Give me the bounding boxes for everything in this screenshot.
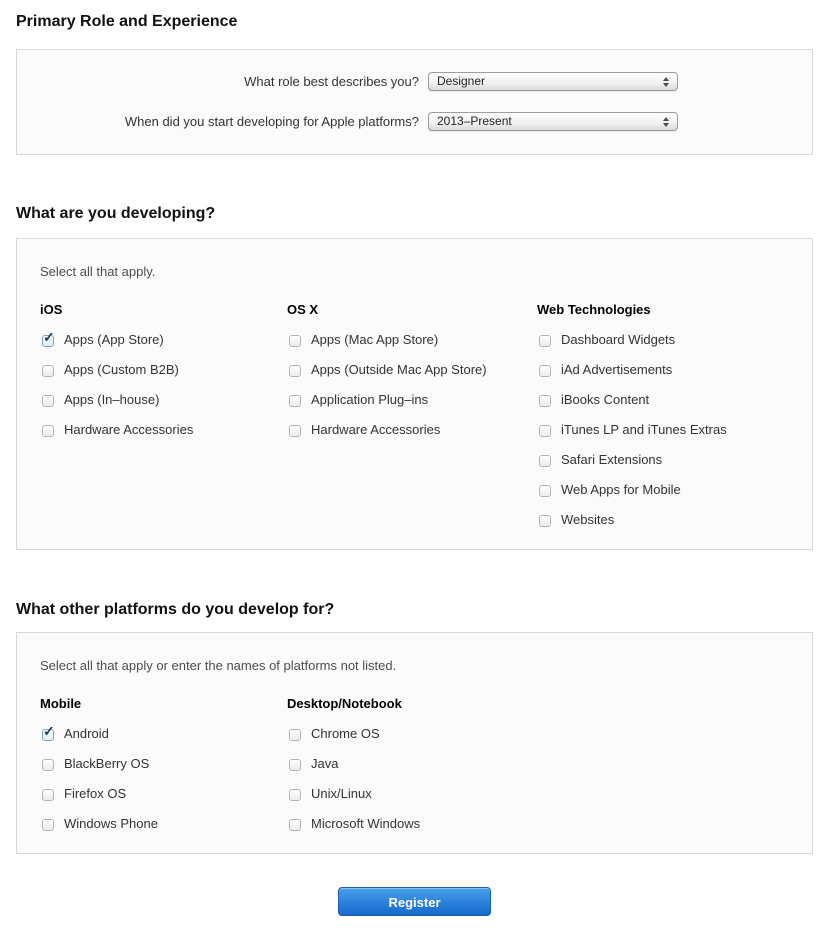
checkbox[interactable]: [289, 759, 301, 771]
checkbox-label: Hardware Accessories: [64, 422, 194, 437]
checkbox-row-hardware-accessories-osx[interactable]: [287, 421, 537, 439]
checkbox[interactable]: [289, 819, 301, 831]
checkbox-label: Java: [311, 756, 339, 771]
checkbox-label: Apps (App Store): [64, 332, 164, 347]
checkbox[interactable]: [289, 729, 301, 741]
checkbox-label: Web Apps for Mobile: [561, 482, 681, 497]
checkbox-row-ibooks-content[interactable]: [537, 391, 727, 409]
column-mobile: [40, 695, 287, 833]
platforms-instruction: Select all that apply or enter the names of platforms not listed.: [40, 658, 397, 673]
checkbox-label: Unix/Linux: [311, 786, 372, 801]
column-title-desktop-notebook: Desktop/Notebook: [287, 696, 402, 711]
checkbox[interactable]: [289, 365, 301, 377]
role-select[interactable]: [428, 72, 678, 91]
checkbox-row-windows-phone[interactable]: [40, 815, 287, 833]
column-title-osx: OS X: [287, 302, 319, 317]
checkbox-row-application-plug-ins[interactable]: [287, 391, 537, 409]
checkbox[interactable]: [539, 365, 551, 377]
checkbox-row-apps-app-store[interactable]: [40, 331, 287, 349]
role-select-value: Designer: [437, 74, 486, 88]
checkbox-label: Apps (Outside Mac App Store): [311, 362, 487, 377]
checkbox-label: Chrome OS: [311, 726, 380, 741]
checkbox[interactable]: [42, 729, 54, 741]
column-desktop-notebook: [287, 695, 420, 833]
checkbox[interactable]: [539, 395, 551, 407]
checkbox[interactable]: [289, 789, 301, 801]
checkbox-row-hardware-accessories-ios[interactable]: [40, 421, 287, 439]
checkbox-label: Apps (In–house): [64, 392, 160, 407]
checkbox-label: Application Plug–ins: [311, 392, 429, 407]
checkbox-label: Windows Phone: [64, 816, 158, 831]
checkbox-row-safari-extensions[interactable]: [537, 451, 727, 469]
developing-instruction: Select all that apply.: [40, 264, 156, 279]
checkbox-row-apps-outside-mac-app-store[interactable]: [287, 361, 537, 379]
checkbox[interactable]: [42, 335, 54, 347]
column-osx: [287, 301, 537, 439]
checkbox[interactable]: [539, 485, 551, 497]
checkbox[interactable]: [539, 515, 551, 527]
developing-panel: [16, 238, 813, 550]
checkbox-label: Microsoft Windows: [311, 816, 421, 831]
stepper-icon: [663, 77, 669, 87]
register-button-container: [16, 887, 813, 916]
start-year-field-label: When did you start developing for Apple platforms?: [124, 114, 419, 129]
checkbox-label: Apps (Custom B2B): [64, 362, 179, 377]
checkbox[interactable]: [289, 425, 301, 437]
checkbox-row-dashboard-widgets[interactable]: [537, 331, 727, 349]
developing-columns: [40, 301, 789, 529]
checkmark-icon: [43, 330, 55, 344]
section-heading-role: Primary Role and Experience: [16, 13, 238, 30]
start-year-select[interactable]: [428, 112, 678, 131]
checkbox-row-java[interactable]: [287, 755, 420, 773]
column-title-ios: iOS: [40, 302, 63, 317]
checkbox[interactable]: [539, 335, 551, 347]
checkbox-row-chrome-os[interactable]: [287, 725, 420, 743]
checkbox-label: Safari Extensions: [561, 452, 663, 467]
checkbox-row-apps-mac-app-store[interactable]: [287, 331, 537, 349]
column-title-mobile: Mobile: [40, 696, 82, 711]
checkbox[interactable]: [42, 789, 54, 801]
checkbox[interactable]: [42, 759, 54, 771]
platforms-columns: [40, 695, 789, 833]
checkbox[interactable]: [42, 365, 54, 377]
register-button[interactable]: Register: [338, 887, 491, 916]
checkbox-row-firefox-os[interactable]: [40, 785, 287, 803]
checkbox-label: Android: [64, 726, 109, 741]
field-row-role: [17, 72, 812, 91]
checkbox[interactable]: [289, 335, 301, 347]
checkbox-label: Firefox OS: [64, 786, 127, 801]
column-ios: [40, 301, 287, 439]
checkbox-row-itunes-lp-extras[interactable]: [537, 421, 727, 439]
checkbox-label: Hardware Accessories: [311, 422, 441, 437]
checkbox-row-unix-linux[interactable]: [287, 785, 420, 803]
section-heading-developing: What are you developing?: [16, 205, 216, 222]
checkbox-label: Dashboard Widgets: [561, 332, 676, 347]
section-heading-platforms: What other platforms do you develop for?: [16, 601, 335, 618]
checkbox-label: iAd Advertisements: [561, 362, 673, 377]
checkbox-label: iTunes LP and iTunes Extras: [561, 422, 727, 437]
checkbox-row-microsoft-windows[interactable]: [287, 815, 420, 833]
survey-form: [0, 12, 829, 916]
checkbox[interactable]: [42, 395, 54, 407]
checkbox[interactable]: [289, 395, 301, 407]
platforms-panel: [16, 632, 813, 854]
checkbox-label: iBooks Content: [561, 392, 650, 407]
checkbox[interactable]: [539, 455, 551, 467]
field-row-start-year: [17, 112, 812, 131]
checkbox-row-websites[interactable]: [537, 511, 727, 529]
role-panel: [16, 49, 813, 155]
role-field-label: What role best describes you?: [244, 74, 419, 89]
checkbox-label: Websites: [561, 512, 615, 527]
checkmark-icon: [43, 724, 55, 738]
checkbox-row-iad-advertisements[interactable]: [537, 361, 727, 379]
checkbox-label: BlackBerry OS: [64, 756, 150, 771]
checkbox[interactable]: [539, 425, 551, 437]
checkbox[interactable]: [42, 819, 54, 831]
checkbox-row-android[interactable]: [40, 725, 287, 743]
start-year-select-value: 2013–Present: [437, 114, 512, 128]
checkbox-row-apps-in-house[interactable]: [40, 391, 287, 409]
checkbox[interactable]: [42, 425, 54, 437]
checkbox-label: Apps (Mac App Store): [311, 332, 439, 347]
checkbox-row-blackberry-os[interactable]: [40, 755, 287, 773]
checkbox-row-apps-custom-b2b[interactable]: [40, 361, 287, 379]
stepper-icon: [663, 117, 669, 127]
column-title-web-technologies: Web Technologies: [537, 302, 651, 317]
column-web-technologies: [537, 301, 727, 529]
checkbox-row-web-apps-for-mobile[interactable]: [537, 481, 727, 499]
